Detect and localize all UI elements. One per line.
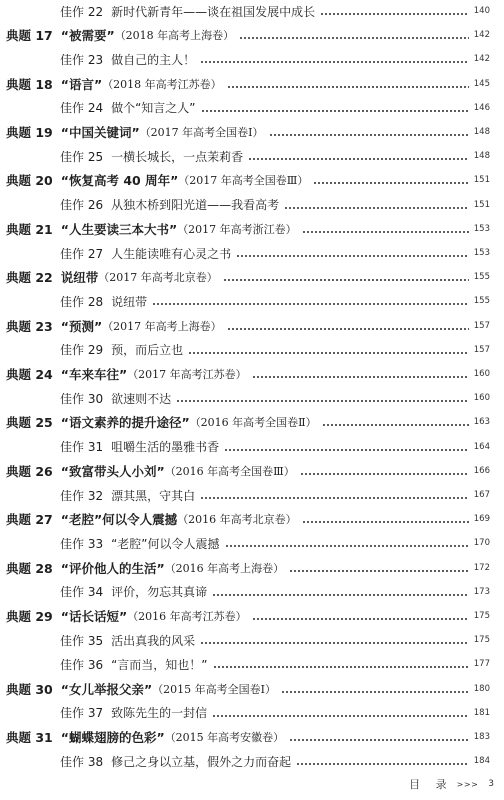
entry-source: （2018 年高考江苏卷） xyxy=(102,77,222,91)
toc-topic-entry xyxy=(0,412,504,432)
toc-topic-entry xyxy=(0,606,504,626)
entry-title: “蝴蝶翅膀的色彩” xyxy=(60,730,165,745)
entry-page-number: 170 xyxy=(473,538,490,549)
dot-leader xyxy=(252,376,469,378)
toc-topic-entry xyxy=(0,558,504,578)
entry-title: “致富带头人小刘” xyxy=(60,463,165,479)
entry-source: （2016 年高考江苏卷） xyxy=(127,610,247,623)
entry-source: （2017 年高考上海卷） xyxy=(102,319,222,333)
entry-source: （2017 年高考江苏卷） xyxy=(127,368,247,381)
entry-number: 佳作 33 xyxy=(60,536,104,551)
entry-number: 典题 23 xyxy=(6,318,53,334)
entry-title: “女儿举报父亲” xyxy=(60,681,153,697)
toc-essay-entry xyxy=(0,485,504,505)
dot-leader xyxy=(313,182,468,184)
dot-leader xyxy=(176,400,469,402)
entry-number: 佳作 32 xyxy=(60,488,104,503)
entry-number: 典题 19 xyxy=(6,125,53,140)
entry-title: 欲速则不达 xyxy=(111,391,172,406)
entry-number: 典题 27 xyxy=(6,512,53,528)
entry-title: “恢复高考 40 周年” xyxy=(60,173,179,189)
entry-page-number: 175 xyxy=(473,635,490,646)
toc-essay-entry xyxy=(0,437,504,457)
entry-title: 说纽带 xyxy=(111,294,148,309)
entry-title: 评价，勿忘其真谛 xyxy=(111,585,208,600)
entry-page-number: 157 xyxy=(473,320,490,331)
dot-leader xyxy=(200,642,469,644)
entry-page-number: 153 xyxy=(473,248,490,258)
entry-title: 预，而后立也 xyxy=(111,343,184,358)
dot-leader xyxy=(225,545,469,547)
entry-number: 佳作 27 xyxy=(60,246,104,261)
entry-title: “言而当，知也！” xyxy=(111,657,208,672)
dot-leader xyxy=(201,110,469,112)
entry-source: （2015 年高考安徽卷） xyxy=(164,731,285,744)
toc-essay-entry xyxy=(0,533,504,553)
dot-leader xyxy=(296,763,469,765)
entry-title: “中国关键词” xyxy=(60,125,140,140)
dot-leader xyxy=(289,570,469,572)
toc-topic-entry xyxy=(0,316,504,336)
entry-source: （2016 年高考全国卷Ⅲ） xyxy=(164,464,295,478)
dot-leader xyxy=(213,666,469,668)
dot-leader xyxy=(152,303,469,305)
entry-source: （2017 年高考全国卷Ⅲ） xyxy=(178,174,309,188)
entry-title: “语言” xyxy=(60,76,103,92)
entry-number: 典题 21 xyxy=(6,221,53,237)
toc-topic-entry xyxy=(0,25,504,45)
entry-source: （2018 年高考上海卷） xyxy=(114,29,235,43)
entry-page-number: 155 xyxy=(473,272,490,283)
entry-page-number: 151 xyxy=(473,199,490,210)
entry-page-number: 160 xyxy=(473,369,490,379)
entry-number: 佳作 22 xyxy=(60,4,104,19)
entry-title: 从独木桥到阳光道——我看高考 xyxy=(111,198,280,213)
page-footer xyxy=(409,776,494,792)
entry-number: 佳作 29 xyxy=(60,343,104,358)
toc-topic-entry xyxy=(0,461,504,481)
entry-page-number: 184 xyxy=(473,756,490,767)
entry-number: 佳作 37 xyxy=(60,706,104,721)
entry-page-number: 172 xyxy=(473,562,490,573)
entry-page-number: 180 xyxy=(473,683,490,694)
entry-title: 修己之身以立基，假外之力而奋起 xyxy=(111,754,292,769)
entry-page-number: 160 xyxy=(473,393,490,404)
dot-leader xyxy=(227,328,469,330)
entry-page-number: 166 xyxy=(473,465,490,476)
dot-leader xyxy=(212,715,469,717)
entry-page-number: 175 xyxy=(473,611,490,621)
entry-source: （2015 年高考全国卷Ⅰ） xyxy=(152,682,277,696)
entry-page-number: 183 xyxy=(473,732,490,742)
entry-number: 佳作 24 xyxy=(60,101,104,116)
toc-topic-entry xyxy=(0,679,504,699)
entry-title: 活出真我的风采 xyxy=(111,633,196,648)
entry-title: “预测” xyxy=(60,318,103,334)
toc-topic-entry xyxy=(0,74,504,94)
entry-page-number: 169 xyxy=(473,514,490,525)
dot-leader xyxy=(223,279,469,281)
entry-title: 咀嚼生活的墨雅书香 xyxy=(111,440,220,455)
entry-title: “话长话短” xyxy=(60,609,128,624)
dot-leader xyxy=(300,473,469,475)
entry-page-number: 148 xyxy=(473,127,490,137)
toc-essay-entry xyxy=(0,582,504,602)
entry-number: 典题 26 xyxy=(6,463,53,479)
entry-page-number: 177 xyxy=(473,659,490,670)
dot-leader xyxy=(227,86,469,88)
dot-leader xyxy=(236,255,469,257)
entry-page-number: 181 xyxy=(473,707,490,718)
entry-title: “老腔”何以令人震撼 xyxy=(60,512,178,528)
entry-title: “车来车往” xyxy=(60,367,128,382)
toc-topic-entry xyxy=(0,219,504,239)
entry-title: 漂其黑，守其白 xyxy=(111,488,196,503)
entry-title: 致陈先生的一封信 xyxy=(111,706,208,721)
entry-title: “语文素养的提升途径” xyxy=(60,415,190,431)
entry-number: 典题 22 xyxy=(6,270,53,286)
entry-number: 佳作 34 xyxy=(60,585,104,600)
entry-source: （2017 年高考全国卷Ⅰ） xyxy=(139,126,264,139)
toc-essay-entry xyxy=(0,243,504,263)
entry-source: （2017 年高考北京卷） xyxy=(98,271,218,285)
toc-essay-entry xyxy=(0,195,504,215)
entry-number: 佳作 28 xyxy=(60,294,104,309)
footer-arrows: >>> xyxy=(456,779,479,789)
toc-topic-entry xyxy=(0,727,504,747)
entry-source: （2016 年高考上海卷） xyxy=(164,561,285,575)
entry-page-number: 157 xyxy=(473,344,490,355)
toc-essay-entry xyxy=(0,146,504,166)
dot-leader xyxy=(224,449,469,451)
entry-title: 一横长城长，一点茉莉香 xyxy=(111,149,244,164)
dot-leader xyxy=(281,691,469,693)
footer-page-number: 3 xyxy=(488,779,494,789)
entry-page-number: 151 xyxy=(473,175,490,186)
entry-number: 佳作 30 xyxy=(60,391,104,406)
entry-number: 佳作 25 xyxy=(60,149,104,164)
toc-topic-entry xyxy=(0,122,504,142)
entry-page-number: 153 xyxy=(473,223,490,234)
toc-topic-entry xyxy=(0,364,504,384)
toc-essay-entry xyxy=(0,291,504,311)
dot-leader xyxy=(239,37,469,39)
dot-leader xyxy=(212,594,469,596)
dot-leader xyxy=(252,618,469,620)
dot-leader xyxy=(188,352,469,354)
entry-page-number: 142 xyxy=(473,54,490,65)
entry-number: 典题 24 xyxy=(6,367,53,382)
entry-number: 佳作 26 xyxy=(60,198,104,213)
toc-essay-entry xyxy=(0,703,504,723)
entry-page-number: 167 xyxy=(473,490,490,500)
entry-number: 佳作 38 xyxy=(60,754,104,769)
entry-number: 佳作 36 xyxy=(60,657,104,672)
entry-title: “人生要读三本大书” xyxy=(60,221,178,237)
dot-leader xyxy=(200,497,469,499)
toc-essay-entry xyxy=(0,49,504,69)
entry-title: 新时代新青年——谈在祖国发展中成长 xyxy=(111,4,316,19)
dot-leader xyxy=(248,158,469,160)
toc-topic-entry xyxy=(0,509,504,529)
entry-number: 典题 30 xyxy=(6,681,53,697)
entry-page-number: 164 xyxy=(473,441,490,452)
dot-leader xyxy=(284,207,469,209)
toc-essay-entry xyxy=(0,1,504,21)
entry-number: 典题 31 xyxy=(6,730,53,745)
dot-leader xyxy=(269,134,469,136)
entry-page-number: 146 xyxy=(473,102,490,113)
toc-essay-entry xyxy=(0,630,504,650)
entry-title: 说纽带 xyxy=(60,270,99,286)
toc-essay-entry xyxy=(0,654,504,674)
entry-number: 佳作 23 xyxy=(60,52,104,67)
dot-leader xyxy=(200,61,469,63)
dot-leader xyxy=(320,13,469,15)
entry-number: 典题 18 xyxy=(6,76,53,92)
entry-title: “被需要” xyxy=(60,28,115,44)
entry-title: “老腔”何以令人震撼 xyxy=(111,536,220,551)
footer-label: 目 录 xyxy=(409,778,453,791)
entry-page-number: 140 xyxy=(473,6,490,16)
entry-number: 典题 20 xyxy=(6,173,53,189)
dot-leader xyxy=(289,739,469,741)
entry-title: “评价他人的生活” xyxy=(60,560,165,576)
entry-source: （2017 年高考浙江卷） xyxy=(177,222,297,236)
entry-page-number: 145 xyxy=(473,78,490,89)
entry-page-number: 142 xyxy=(473,30,490,41)
entry-page-number: 148 xyxy=(473,151,490,162)
toc-essay-entry xyxy=(0,751,504,771)
entry-source: （2016 年高考北京卷） xyxy=(177,513,297,527)
entry-title: 人生能读唯有心灵之书 xyxy=(111,246,232,261)
entry-title: 做个“知言之人” xyxy=(111,101,196,116)
entry-title: 做自己的主人！ xyxy=(111,52,196,67)
toc-essay-entry xyxy=(0,388,504,408)
entry-number: 佳作 31 xyxy=(60,440,104,455)
dot-leader xyxy=(322,424,469,426)
toc-essay-entry xyxy=(0,98,504,118)
dot-leader xyxy=(302,521,469,523)
toc-topic-entry xyxy=(0,170,504,190)
toc-essay-entry xyxy=(0,340,504,360)
dot-leader xyxy=(302,231,469,233)
entry-number: 典题 25 xyxy=(6,415,53,431)
entry-source: （2016 年高考全国卷Ⅱ） xyxy=(189,416,317,430)
entry-number: 典题 17 xyxy=(6,28,53,44)
entry-page-number: 173 xyxy=(473,586,490,597)
toc-topic-entry xyxy=(0,267,504,287)
entry-number: 典题 28 xyxy=(6,560,53,576)
entry-number: 典题 29 xyxy=(6,609,53,624)
entry-page-number: 155 xyxy=(473,296,490,307)
entry-number: 佳作 35 xyxy=(60,633,104,648)
entry-page-number: 163 xyxy=(473,417,490,428)
